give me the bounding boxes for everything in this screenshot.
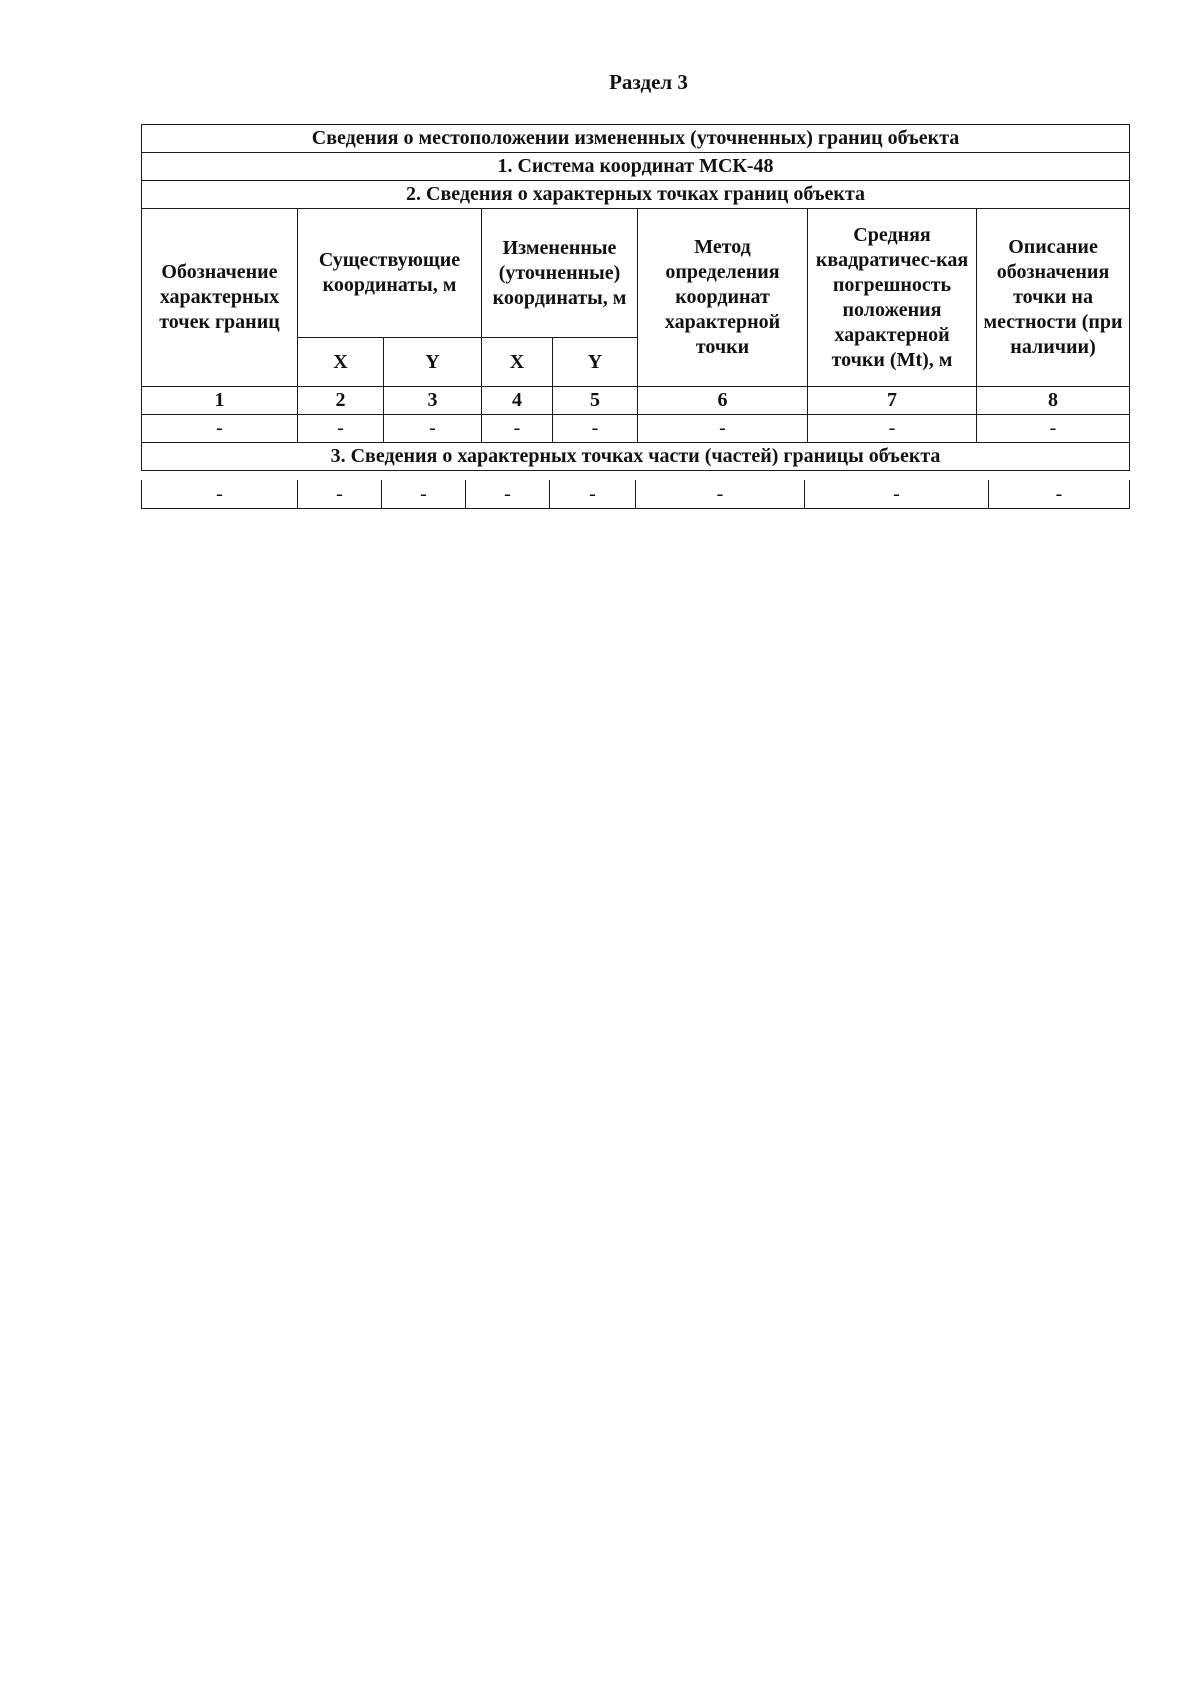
table-cell: -	[142, 480, 298, 509]
header-existing-coords-label: Существующие координаты, м	[318, 249, 461, 296]
header-designation	[142, 209, 298, 387]
table-cell: -	[298, 415, 384, 443]
column-number: 8	[977, 387, 1130, 415]
header-error	[808, 209, 977, 387]
table-cell: -	[298, 480, 382, 509]
column-numbers-row	[142, 387, 1130, 415]
column-number: 1	[142, 387, 298, 415]
header-description	[977, 209, 1130, 387]
table-cell: -	[636, 480, 805, 509]
parts-table	[141, 480, 1130, 509]
table-cell: -	[142, 415, 298, 443]
parts-heading-row: 3. Сведения о характерных точках части (частей) границы объекта	[142, 443, 1130, 471]
table-cell: -	[550, 480, 636, 509]
column-number: 5	[553, 387, 638, 415]
table-cell: -	[553, 415, 638, 443]
column-number: 3	[384, 387, 482, 415]
table-cell: -	[977, 415, 1130, 443]
table-cell: -	[638, 415, 808, 443]
section-title: Раздел 3	[609, 70, 688, 94]
column-number: 6	[638, 387, 808, 415]
table-cell: -	[482, 415, 553, 443]
column-number: 4	[482, 387, 553, 415]
header-changed-coords	[482, 209, 638, 338]
coord-system-row: 1. Система координат МСК-48	[142, 153, 1130, 181]
table-cell: -	[382, 480, 466, 509]
table-row	[142, 415, 1130, 443]
header-designation-label: Обозначение характерных точек границ	[159, 261, 280, 333]
header-changed-coords-label: Измененные (уточненные) координаты, м	[492, 236, 627, 309]
table-cell: -	[989, 480, 1130, 509]
table-cell: -	[808, 415, 977, 443]
header-changed-y: Y	[553, 338, 638, 387]
column-number: 2	[298, 387, 384, 415]
boundary-table	[141, 124, 1130, 471]
points-heading-row: 2. Сведения о характерных точках границ объекта	[142, 181, 1130, 209]
header-existing-y: Y	[384, 338, 482, 387]
header-description-label: Описание обозначения точки на местности (при наличии)	[983, 236, 1123, 358]
column-number: 7	[808, 387, 977, 415]
table-cell: -	[466, 480, 550, 509]
header-existing-coords	[298, 209, 482, 338]
header-method	[638, 209, 808, 387]
header-existing-x: X	[298, 338, 384, 387]
table-cell: -	[384, 415, 482, 443]
table-cell: -	[805, 480, 989, 509]
table-title: Сведения о местоположении измененных (уточненных) границ объекта	[142, 125, 1130, 153]
table-row	[142, 480, 1130, 509]
header-changed-x: X	[482, 338, 553, 387]
header-method-label: Метод определения координат характерной точки	[664, 236, 781, 358]
header-error-label: Средняя квадратичес-кая погрешность положения характерной точки (Mt), м	[815, 223, 969, 371]
